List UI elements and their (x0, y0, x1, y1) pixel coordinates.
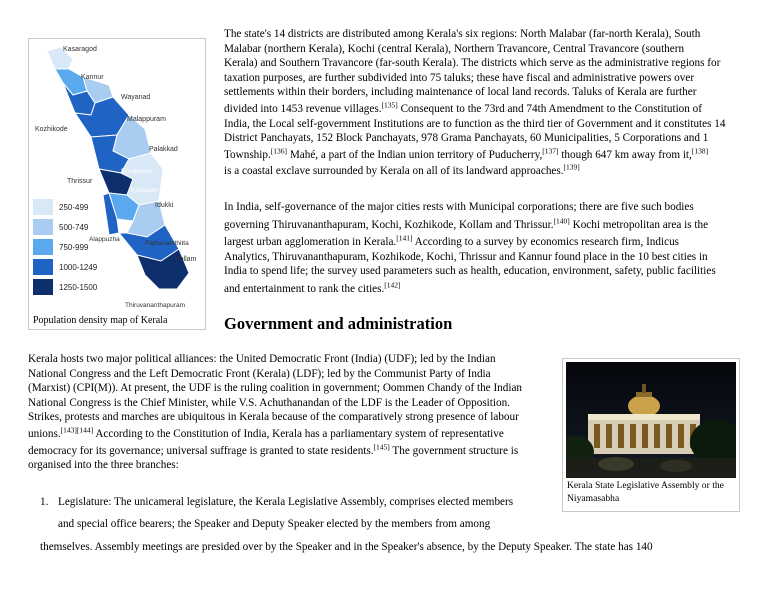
kerala-density-map (29, 39, 207, 313)
text-line: Malabar (northern Kerala), Kochi (central Kerala), Northern Travancore, Central Travancore (southern (224, 42, 685, 55)
text-line: taxation purposes, are further subdivided into 75 taluks; these have fiscal and administrative powers over (224, 71, 695, 84)
label-kasaragod: Kasaragod (63, 46, 97, 53)
district-kannur (55, 69, 87, 95)
photo-caption: Kerala State Legislative Assembly or the Niyamasabha (567, 480, 724, 504)
text-line: settlements within their borders, including maintenance of local land records. Taluks of Kerala are further (224, 86, 697, 99)
text-line: Kerala hosts two major political alliances: the United Democratic Front (India) (UDF); led by the Indian (28, 353, 496, 365)
legend-label-4: 1250-1500 (59, 283, 98, 292)
citation-link[interactable]: [143] (60, 425, 77, 435)
citation-link[interactable]: [135] (381, 100, 398, 110)
text-line: India to spend life; the survey used parameters such as health, education, environment, safety, public facilities (224, 265, 716, 278)
legend-label-2: 750-999 (59, 243, 89, 252)
text-line: and special office bearers; the Speaker and Deputy Speaker elected by the members from among (58, 518, 491, 531)
text-line: Kerala) and Southern Travancore (far-south Kerala). The districts which serve as the administrative regions for (224, 57, 721, 70)
text-line (224, 102, 744, 117)
density-legend (33, 199, 98, 295)
legend-label-3: 1000-1249 (59, 263, 98, 272)
text-line: In India, self-governance of the major cities rests with Municipal corporations; there are five such bodies (224, 201, 694, 213)
citation-link[interactable]: [145] (373, 441, 390, 451)
text-fragment: Kochi metropolitan area is the (569, 218, 709, 231)
text-line: Legislature: The unicameral legislature, the Kerala Legislative Assembly, comprises elected members (58, 496, 514, 508)
citation-link[interactable]: [137] (542, 146, 559, 156)
legislative-assembly-photo (566, 362, 736, 478)
text-fragment: unions. (28, 427, 61, 440)
citation-link[interactable]: [138] (691, 146, 709, 156)
label-wayanad: Wayanad (121, 94, 151, 101)
text-fragment: Consequent to the 73rd and 74th Amendment to the Constitution of (397, 102, 702, 115)
text-fragment: democracy for its governance; universal suffrage is granted to state residents. (28, 444, 374, 457)
label-alappuzha: Alappuzha (89, 236, 120, 243)
text-fragment: is a coastal exclave surrounded by Kerala on all of its landward approaches. (224, 165, 564, 178)
legend-swatch-3 (33, 259, 53, 275)
paragraph-government (28, 352, 548, 473)
label-kannur: Kannur (81, 74, 104, 81)
label-palakkad: Palakkad (149, 146, 178, 153)
text-line: organised into the three branches: (28, 459, 179, 472)
label-pathanamthitta: Pathanamthitta (145, 240, 189, 247)
population-density-map-figure (28, 38, 206, 330)
label-ernakulam: Ernakulam (121, 168, 153, 175)
text-line: National Congress and the Left Democratic Front (Kerala) (LDF); led by the Communist Party of India (28, 367, 491, 380)
section-heading-government: Government and administration (224, 314, 453, 333)
text-fragment: Mahé, a part of the Indian union territory of Puducherry, (287, 148, 543, 161)
citation-link[interactable]: [140] (553, 215, 570, 225)
map-caption: Population density map of Kerala (33, 315, 168, 326)
paragraph-districts (224, 27, 744, 179)
text-line: National Congress is the Chief Minister, while V.S. Achuthanandan of the LDF is the Leader of Opposition. (28, 396, 510, 409)
paragraph-cities (224, 200, 744, 297)
legend-label-0: 250-499 (59, 203, 89, 212)
text-line (28, 427, 548, 442)
text-line (224, 235, 744, 250)
text-fragment: According to a survey by economics research firm, Indicus (412, 236, 680, 249)
citation-link[interactable]: [141] (396, 233, 413, 243)
label-idukki: Idukki (155, 202, 174, 209)
text-line: Analytics, Thiruvananthapuram, Kozhikode, Kochi, Thrissur and Kannur found place in the 10 best cities in (224, 250, 708, 263)
legislative-assembly-photo-figure (562, 358, 740, 512)
list-item-number: 1. (40, 496, 49, 508)
legend-swatch-0 (33, 199, 53, 215)
text-line (224, 215, 744, 233)
text-fragment: divided into 1453 revenue villages. (224, 102, 382, 115)
legend-swatch-4 (33, 279, 53, 295)
text-line (224, 164, 744, 179)
text-line (28, 441, 548, 459)
legend-label-1: 500-749 (59, 223, 89, 232)
citation-link[interactable]: [139] (563, 162, 580, 172)
text-line: District Panchayats, 152 Block Panchayats, 978 Grama Panchayats, 60 Municipalities, 5 Corporations and 1 (224, 132, 709, 145)
text-fragment: The government structure is (389, 444, 519, 457)
label-kottayam: Kottayam (131, 187, 159, 194)
text-line: The state's 14 districts are distributed among Kerala's six regions: North Malabar (far-north Kerala), South (224, 28, 701, 40)
label-kollam: Kollam (175, 256, 197, 263)
label-thiruvananthapuram: Thiruvananthapuram (125, 302, 185, 309)
text-line (224, 148, 744, 163)
citation-link[interactable]: [136] (270, 146, 288, 156)
text-line: (Marxist) (CPI(M)). At present, the UDF is the ruling coalition in government; Oommen Chandy of the Indian (28, 382, 523, 395)
text-fragment: According to the Constitution of India, Kerala has a parliamentary system of representative (93, 427, 504, 440)
label-malappuram: Malappuram (127, 116, 166, 123)
text-fragment: governing Thiruvananthapuram, Kochi, Kozhikode, Kollam and Thrissur. (224, 218, 554, 231)
text-line: India, the Local self-government Institutions are to function as the third tier of Government and it constitutes 14 (224, 117, 726, 130)
label-thrissur: Thrissur (67, 178, 93, 185)
text-line: themselves. Assembly meetings are presided over by the Speaker and in the Speaker's absence, by the Deputy Speaker. The state has 140 (40, 540, 653, 553)
text-fragment: and entertainment to rank the cities. (224, 282, 385, 295)
text-line (224, 282, 744, 297)
text-fragment: largest urban agglomeration in Kerala. (224, 236, 397, 249)
text-fragment: though 647 km away from it, (558, 148, 692, 161)
legend-swatch-1 (33, 219, 53, 235)
citation-link[interactable]: [144] (76, 425, 94, 435)
text-fragment: Township. (224, 148, 271, 161)
label-kozhikode: Kozhikode (35, 126, 68, 133)
citation-link[interactable]: [142] (384, 280, 401, 290)
legend-swatch-2 (33, 239, 53, 255)
list-item (40, 491, 728, 558)
text-line: Strikes, protests and marches are ubiquitous in Kerala because of the comparatively strong presence of labour (28, 411, 519, 424)
